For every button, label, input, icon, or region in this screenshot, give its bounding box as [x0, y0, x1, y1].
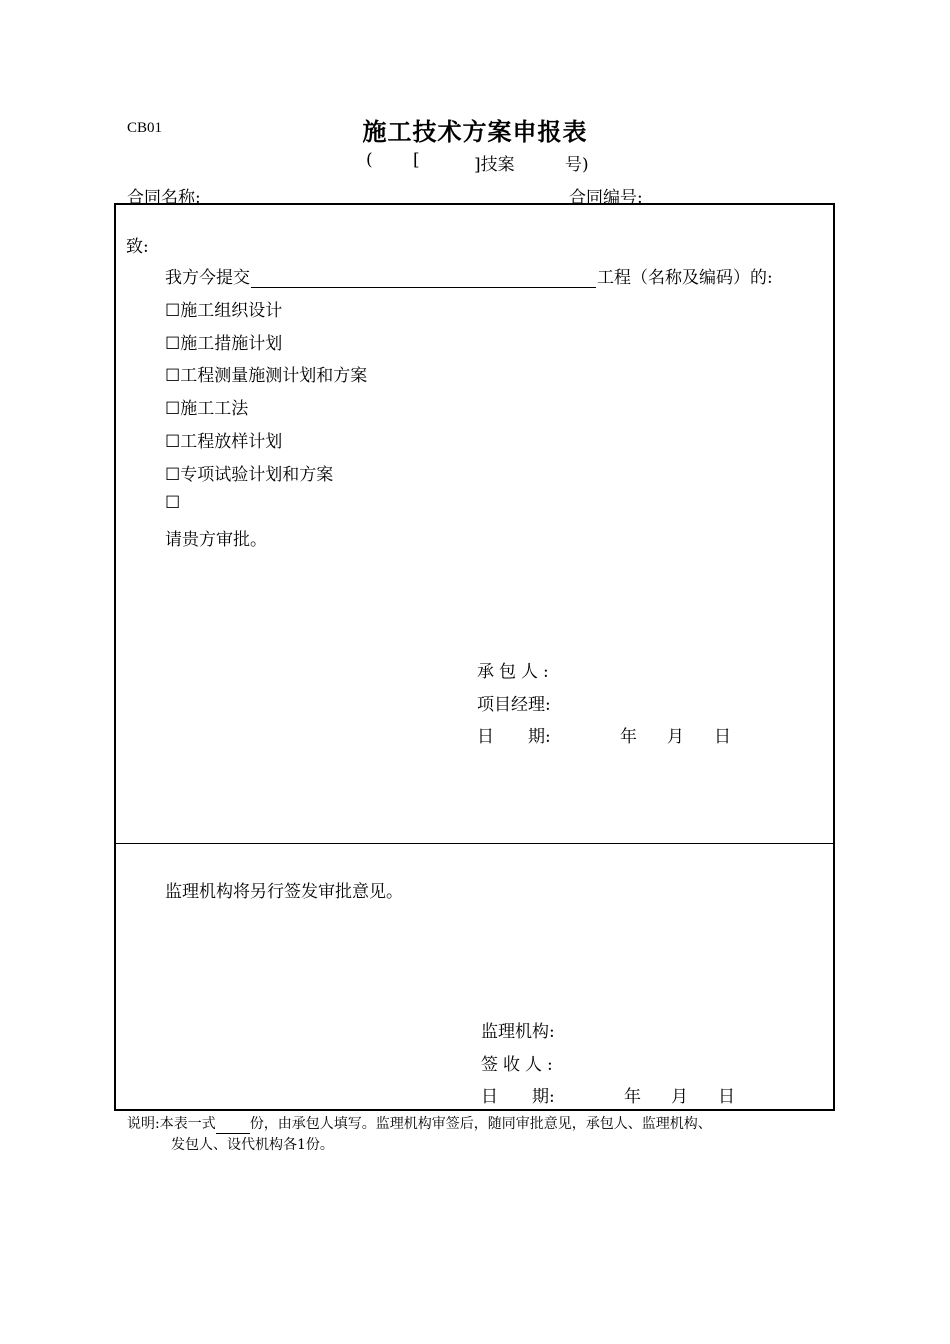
option-survey-plan[interactable]: ☐工程测量施测计划和方案: [165, 366, 368, 386]
to-label: 致:: [126, 237, 149, 257]
supervisor-org-label: 监理机构:: [481, 1022, 555, 1042]
footer-note-line2: 发包人、设代机构各1份。: [171, 1137, 334, 1153]
year-label: 年: [624, 1087, 641, 1107]
form-code: CB01: [127, 120, 163, 136]
date-row-2: [481, 1082, 735, 1107]
footer-note: [127, 1115, 712, 1134]
option-construction-method[interactable]: ☐施工工法: [165, 399, 249, 419]
subtitle-tech-label: ]技案: [474, 155, 515, 175]
contract-number-label: 合同编号:: [569, 188, 643, 208]
option-construction-measures[interactable]: ☐施工措施计划: [165, 334, 283, 354]
option-construction-design[interactable]: ☐施工组织设计: [165, 301, 283, 321]
receiver-label: 签收人:: [481, 1055, 558, 1075]
month-label: 月: [671, 1087, 688, 1107]
project-manager-label: 项目经理:: [477, 695, 551, 715]
year-label: 年: [620, 727, 637, 747]
date-row-1: [477, 722, 731, 747]
date-label: 日 期:: [481, 1087, 555, 1107]
submit-suffix: 工程（名称及编码）的:: [597, 268, 773, 288]
form-box: [114, 203, 835, 1111]
subtitle-bracket: [: [413, 150, 420, 170]
contract-name-label: 合同名称:: [127, 188, 201, 208]
footer-note-prefix: 说明:本表一式: [127, 1116, 216, 1132]
subtitle-open-paren: (: [366, 150, 373, 170]
footer-note-suffix: 份，由承包人填写。监理机构审签后，随同审批意见，承包人、监理机构、: [249, 1116, 712, 1132]
project-name-blank[interactable]: [251, 269, 596, 288]
supervisor-note: 监理机构将另行签发审批意见。: [165, 882, 403, 902]
option-test-plan[interactable]: ☐专项试验计划和方案: [165, 465, 334, 485]
request-approval-text: 请贵方审批。: [165, 530, 267, 550]
submit-prefix: 我方今提交: [165, 268, 250, 288]
option-layout-plan[interactable]: ☐工程放样计划: [165, 432, 283, 452]
day-label: 日: [718, 1087, 735, 1107]
copies-blank[interactable]: [216, 1119, 250, 1134]
month-label: 月: [667, 727, 684, 747]
submit-line: [165, 263, 773, 288]
section-divider: [116, 843, 833, 844]
form-title: 施工技术方案申报表: [362, 117, 588, 146]
date-label: 日 期:: [477, 727, 551, 747]
contractor-label: 承包人:: [477, 662, 554, 682]
option-other[interactable]: ☐: [165, 493, 181, 513]
subtitle-number-label: 号): [565, 155, 589, 175]
day-label: 日: [714, 727, 731, 747]
